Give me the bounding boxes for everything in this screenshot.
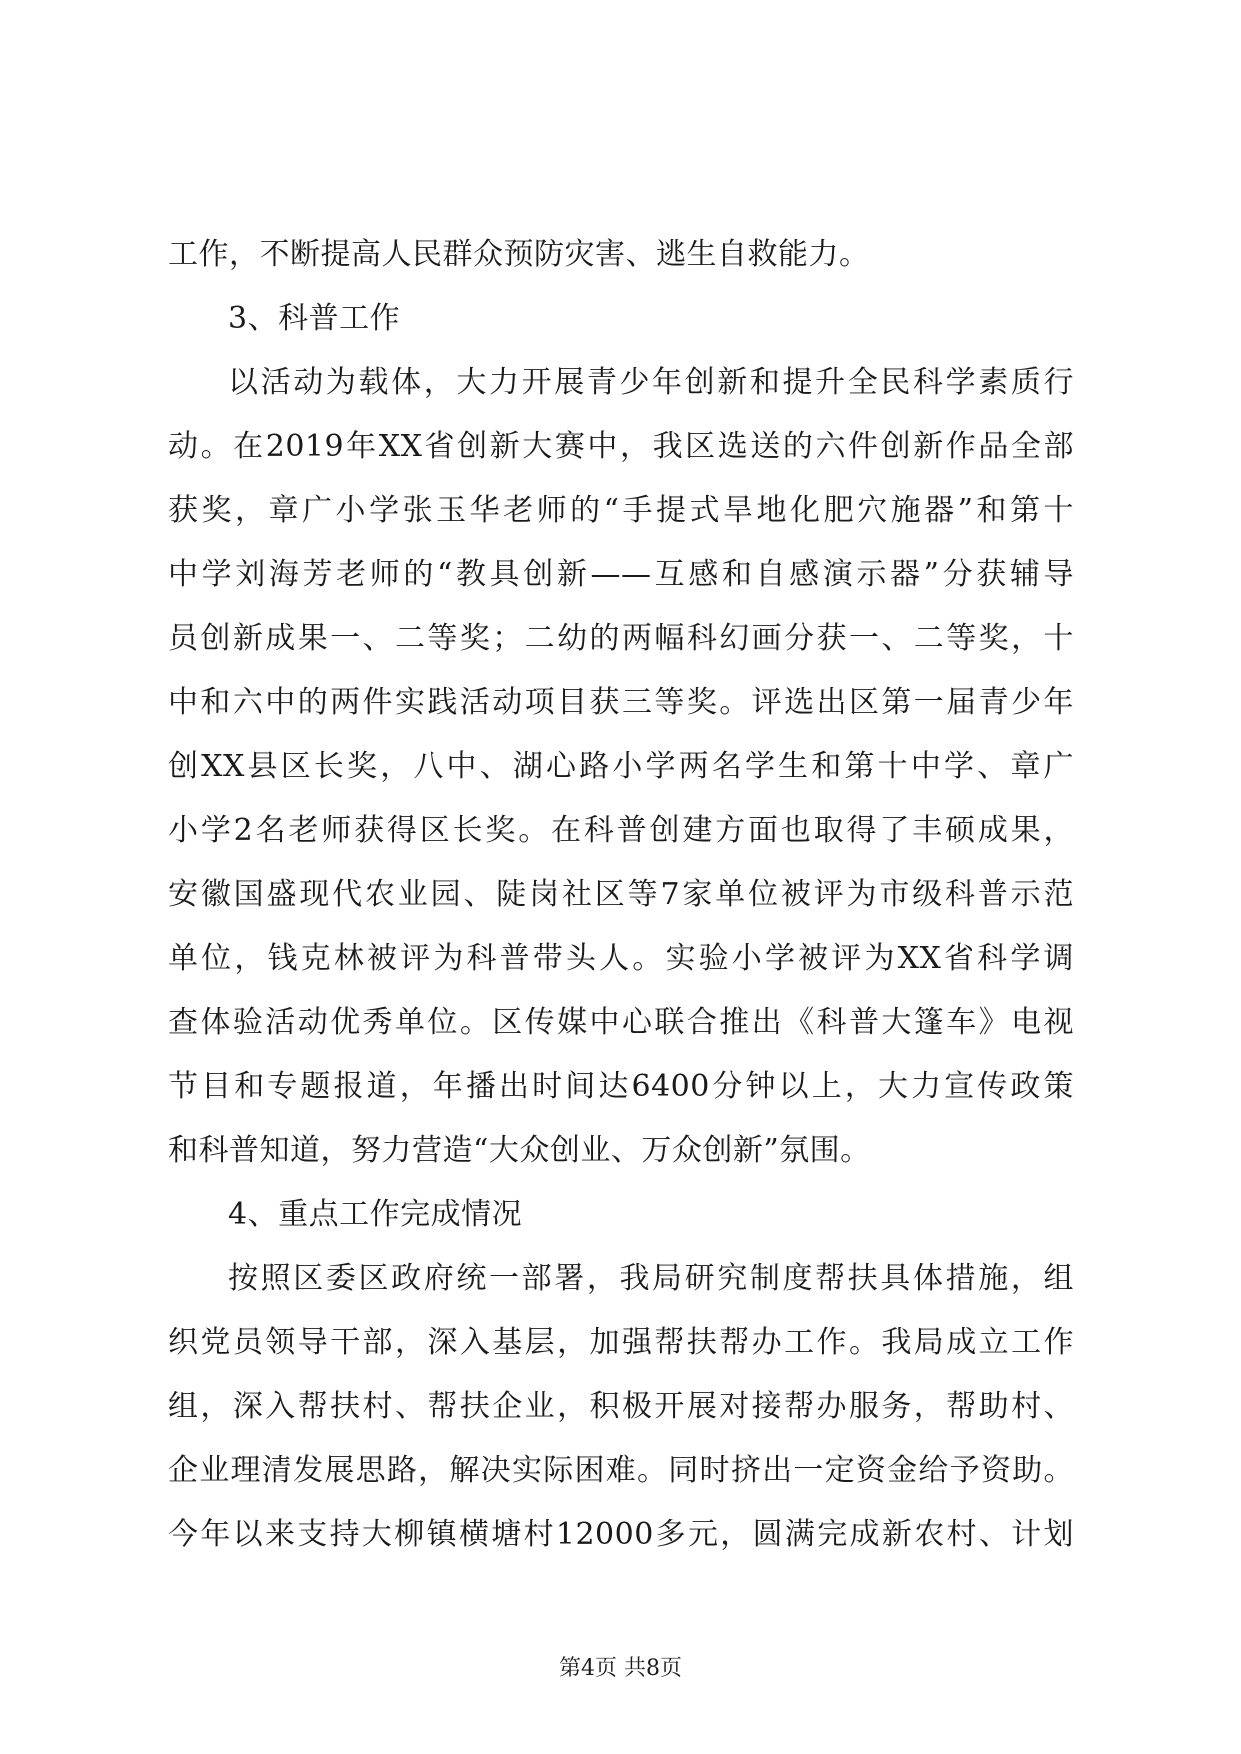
paragraph-line: 小学2名老师获得区长奖。在科普创建方面也取得了丰硕成果， <box>168 813 1074 848</box>
page-number-footer: 第4页 共8页 <box>559 1656 682 1681</box>
paragraph-line: 动。在2019年XX省创新大赛中，我区选送的六件创新作品全部 <box>168 429 1074 464</box>
document-body <box>168 223 1074 1567</box>
section-heading: 4、重点工作完成情况 <box>228 1197 523 1232</box>
paragraph-line: 员创新成果一、二等奖；二幼的两幅科幻画分获一、二等奖，十 <box>168 621 1074 656</box>
paragraph-line: 获奖，章广小学张玉华老师的“手提式旱地化肥穴施器”和第十 <box>168 493 1074 528</box>
paragraph-line: 中学刘海芳老师的“教具创新——互感和自感演示器”分获辅导 <box>168 557 1074 592</box>
section-heading: 3、科普工作 <box>228 301 401 336</box>
paragraph-line: 企业理清发展思路，解决实际困难。同时挤出一定资金给予资助。 <box>168 1453 1074 1488</box>
paragraph-line: 节目和专题报道，年播出时间达6400分钟以上，大力宣传政策 <box>168 1069 1074 1104</box>
paragraph-line: 今年以来支持大柳镇横塘村12000多元，圆满完成新农村、计划 <box>168 1517 1074 1552</box>
paragraph-line: 查体验活动优秀单位。区传媒中心联合推出《科普大篷车》电视 <box>168 1005 1074 1040</box>
paragraph-line: 组，深入帮扶村、帮扶企业，积极开展对接帮办服务，帮助村、 <box>168 1389 1074 1424</box>
paragraph-line: 以活动为载体，大力开展青少年创新和提升全民科学素质行 <box>228 365 1074 400</box>
paragraph-line: 中和六中的两件实践活动项目获三等奖。评选出区第一届青少年 <box>168 685 1074 720</box>
paragraph-line: 安徽国盛现代农业园、陡岗社区等7家单位被评为市级科普示范 <box>168 877 1074 912</box>
paragraph-line: 工作，不断提高人民群众预防灾害、逃生自救能力。 <box>168 237 870 272</box>
paragraph-line: 创XX县区长奖，八中、湖心路小学两名学生和第十中学、章广 <box>168 749 1074 784</box>
paragraph-line: 单位，钱克林被评为科普带头人。实验小学被评为XX省科学调 <box>168 941 1074 976</box>
paragraph-line: 按照区委区政府统一部署，我局研究制度帮扶具体措施，组 <box>228 1261 1074 1296</box>
paragraph-line: 织党员领导干部，深入基层，加强帮扶帮办工作。我局成立工作 <box>168 1325 1074 1360</box>
paragraph-line: 和科普知道，努力营造“大众创业、万众创新”氛围。 <box>168 1133 871 1168</box>
